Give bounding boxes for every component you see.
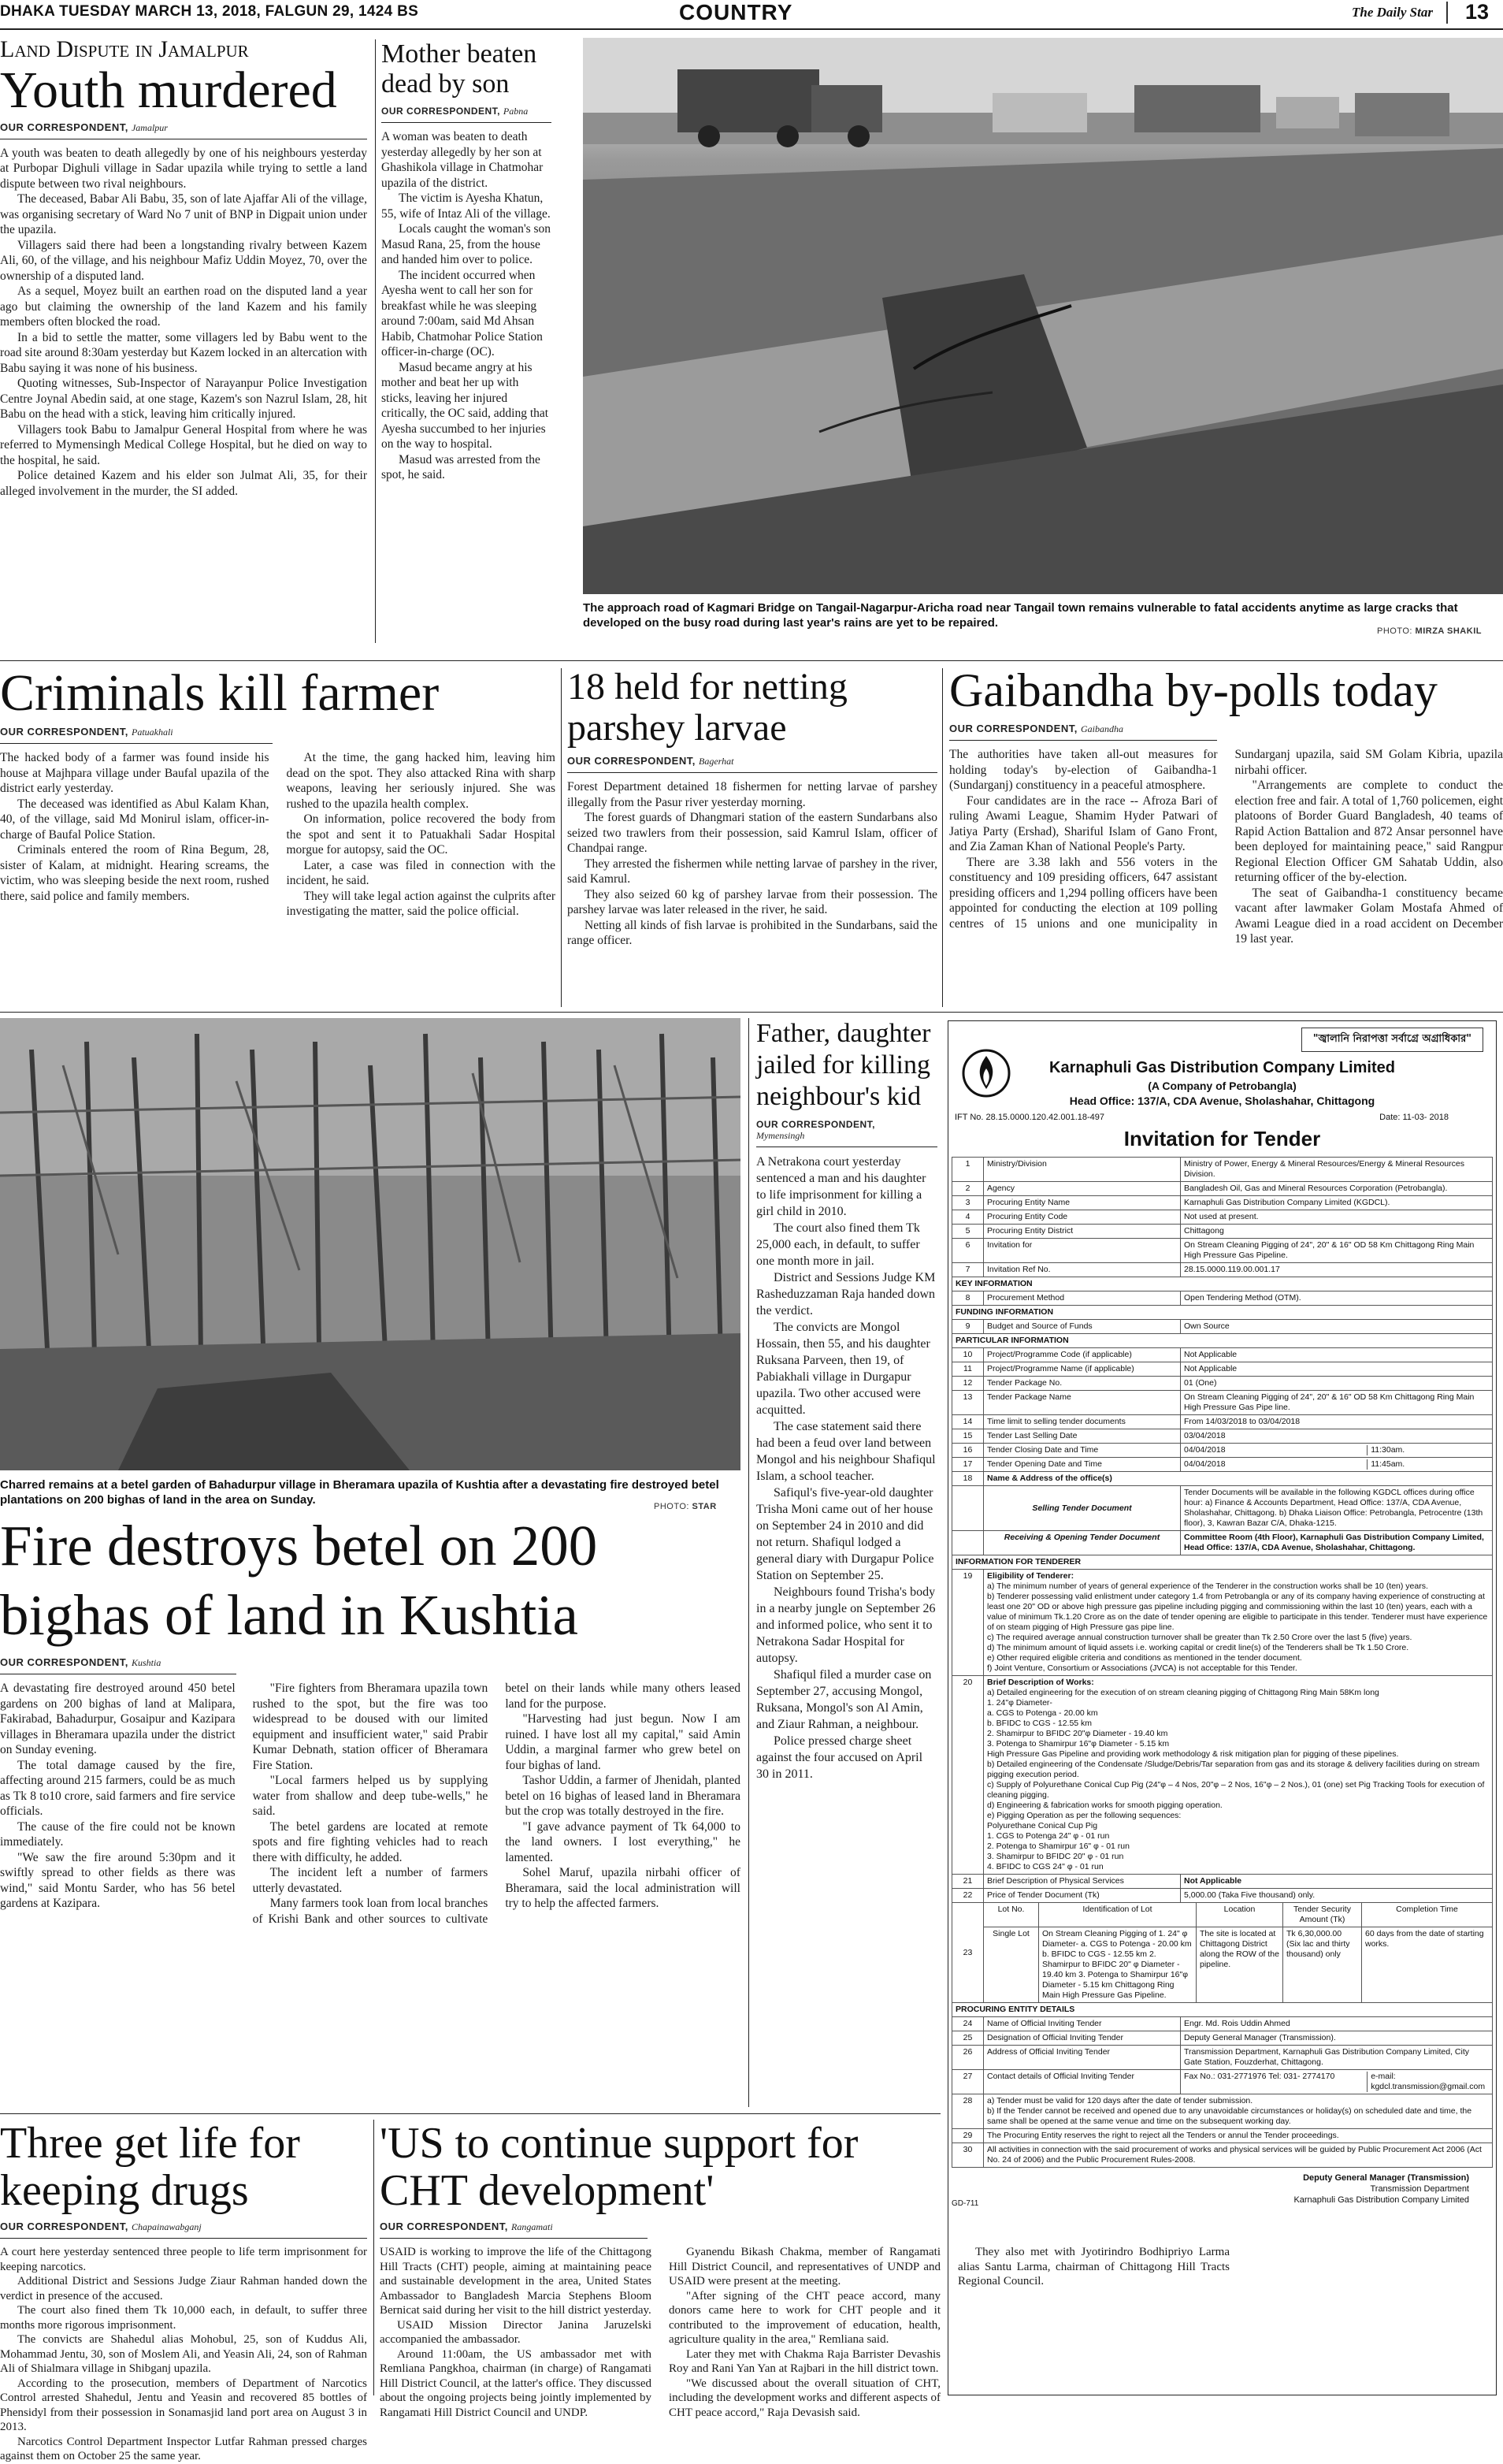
tender-row: 26 Address of Official Inviting Tender Transmission Department, Karnaphuli Gas Distribution Company Limited, City Gate Station, Fouzderhat, Chittagong. — [952, 2046, 1493, 2070]
section-rule — [0, 1012, 1503, 1013]
body: A youth was beaten to death allegedly by one of his neighbours yesterday at Purbopar Dighuli village in Sadar upazila while trying to settle a land dispute between two rival neighbours. The deceased, Babar Ali Babu, 35, son of late Ajaffar Ali of the village, was organising secretary of Ward No 7 unit of BNP in Digpait union under the upazila. Villagers said there had been a longstanding rivalry between Kazem Ali, 60, of the village, and his neighbour Mafiz Uddin Moyez, 70, over the ownership of a disputed land. As a sequel, Moyez built an earthen road on the disputed land a year ago but claiming the ownership of the land Kazem and his family members often blocked the road. In a bid to settle the matter, some villagers led by Babu went to the road site around 8:30am yesterday but Kazem locked in an altercation with Babu saying it was none of his business. Quoting witnesses, Sub-Inspector of Narayanpur Police Investigation Centre Joynal Abedin said, at one stage, Kazem's son Nazrul Islam, 28, hit Babu on the head with a stick, leaving him critically injured. Villagers took Babu to Jamalpur General Hospital from where he was referred to Mymensingh Medical College Hospital, but he died on way to the hospital, he said. Police detained Kazem and his elder son Julmat Ali, 35, for their alleged involvement in the murder, the SI added. — [0, 146, 367, 498]
body: The authorities have taken all-out measures for holding today's by-election of Gaibandha-1 (Sundarganj) constituency in a peaceful atmosphere. Four candidates are in the race -- Afroza Bari of ruling Awami League, Shamim Hyder Patwari of Jatiya Party (Ershad), Shariful Islam of Gano Front, and Zia Zaman Khan of National People's Party. There are 3.38 lakh and 556 voters in the constituency and 109 presiding officers, 647 assistant presiding officers and 1,294 polling officers have been appointed for conducting the election at 109 polling centres of 15 unions and one municipality in Sundarganj upazila, said SM Golam Kibria, upazila nirbahi officer. "Arrangements are complete to conduct the election free and fair. A total of 1,760 policemen, eight platoons of Border Guard Bangladesh, 40 teams of Rapid Action Battalion and 872 Ansar personnel have been deployed for maintaining peace," said Rangpur Regional Election Officer GM Sahatab Uddin, also returning officer of the by-election. The seat of Gaibandha-1 constituency became vacant after lawmaker Golam Mostafa Ahmed of Awami League died in a road accident on December 19 last year. — [949, 748, 1503, 946]
col-divider — [942, 668, 943, 1007]
byline: OUR CORRESPONDENT, Rangamati — [380, 2221, 553, 2232]
section-tenderer: INFORMATION FOR TENDERER — [952, 1555, 1493, 1570]
photo-betel-garden — [0, 1018, 740, 1470]
col-divider — [561, 668, 562, 1007]
paper-name: The Daily Star — [1352, 5, 1433, 20]
article-father-daughter — [756, 1018, 937, 1782]
photo-caption-bridge: The approach road of Kagmari Bridge on Tangail-Nagarpur-Aricha road near Tangail town remains vulnerable to fatal accidents anytime as large cracks that developed on the busy road during last year's rains are yet to be repaired. — [583, 601, 1458, 630]
section-rule — [0, 2113, 941, 2114]
headline: Youth murdered — [0, 61, 337, 119]
company-subtitle: (A Company of Petrobangla) — [1148, 1080, 1297, 1092]
ad-code: GD-711 — [952, 2199, 979, 2208]
tender-row: 11 Project/Programme Name (if applicable) Not Applicable — [952, 1362, 1493, 1377]
headline: Fire destroys betel on 200 bighas of land in Kushtia — [0, 1514, 598, 1647]
tender-title: Invitation for Tender — [1123, 1127, 1321, 1150]
page-separator — [1446, 2, 1448, 24]
photo-bridge-crack — [583, 38, 1503, 594]
byline-rule — [567, 772, 937, 773]
tender-row: 24 Name of Official Inviting Tender Engr. Md. Rois Uddin Ahmed — [952, 2017, 1493, 2031]
tender-row: 9 Budget and Source of Funds Own Source — [952, 1320, 1493, 1334]
byline-rule — [381, 122, 551, 123]
tender-row: 14 Time limit to selling tender documents From 14/03/2018 to 03/04/2018 — [952, 1415, 1493, 1429]
tender-row: 12 Tender Package No. 01 (One) — [952, 1377, 1493, 1391]
byline: OUR CORRESPONDENT, Kushtia — [0, 1656, 161, 1668]
tender-signature: Deputy General Manager (Transmission) Transmission Department Karnaphuli Gas Distribution Company Limited — [1293, 2173, 1469, 2205]
bridge-photo-illustration — [583, 38, 1503, 594]
tender-row: 6 Invitation for On Stream Cleaning Pigging of 24", 20" & 16" OD 58 Km Chittagong Ring Main High Pressure Gas Pipeline. — [952, 1239, 1493, 1263]
receiving-label: Receiving & Opening Tender Document — [984, 1531, 1181, 1555]
lot-table: 23 Lot No. Identification of Lot Location Tender Security Amount (Tk) Completion Time Single Lot On Stream Cleaning Pigging of 1. 24" φ Diameter- a. CGS to Potenga - 20.00 km b. BFIDC to CGS - 12.55 km 2. Shamirpur to BFIDC 20" φ Diameter - 19.40 km 3. Potenga to Shamirpur 16"φ Diameter - 5.15 km Chittagong Ring Main High Pressure Gas Pipeline. The site is located at Chittagong District along the ROW of the pipeline. Tk 6,30,000.00 (Six lac and thirty thousand) only 60 days from the date of starting works. — [952, 1902, 1493, 2003]
ift-number: IFT No. 28.15.0000.120.42.001.18-497 — [955, 1113, 1104, 1122]
byline: OUR CORRESPONDENT, Bagerhat — [567, 755, 734, 767]
col-divider — [373, 2120, 374, 2395]
eligibility: Eligibility of Tenderer: a) The minimum number of years of general experience of the Tenderer in the construction works shall be 10 (ten) years. b) Tenderer possessing valid enlistment under category 1.4 from Petrobangla or any of its company having experience of constructing at least one 20" OD or above high pressure gas pipeline including pigging and commissioning within the last 10 (ten) years, each with a value of minimum Tk.1.20 Crore as on the date of tender opening are eligible to participate in this tender. Tenderer must have experience of on steam pigging of High Pressure gas pipe line. c) The required average annual construction turnover shall be greater than Tk 2.50 Crore over the last 5 (five) years. d) The minimum amount of liquid assets i.e. working capital or credit line(s) of the Tenderers shall be Tk 1.50 Crore. e) Other required eligible criteria and conditions as mentioned in the tender document. f) Joint Venture, Consortium or Associations (JVCA) is not acceptable for this Tender. — [984, 1570, 1493, 1676]
section-rule — [0, 660, 1503, 661]
body: A court here yesterday sentenced three people to life term imprisonment for keeping narcotics. Additional District and Sessions Judge Ziaur Rahman handed down the verdict in presence of the accused. The court also fined them Tk 10,000 each, in default, to suffer three months more rigorous imprisonment. The convicts are Shahedul alias Mohobul, 25, son of Kuddus Ali, Mohammad Jentu, 30, son of Moslem Ali, and Yeasin Ali, 24, son of Rahman Ali of Shialmara village in Shibganj upazila. According to the prosecution, members of Department of Narcotics Control arrested Shahedul, Jentu and Yeasin and recovered 85 bottles of Phensidyl from their possession in Sonamasjid land port area on August 3 in 2013. Narcotics Control Department Inspector Lutfar Rahman pressed charges against them on October 25 the same year. — [0, 2246, 367, 2462]
byline: OUR CORRESPONDENT, Patuakhali — [0, 726, 173, 738]
tender-row: 15 Tender Last Selling Date 03/04/2018 — [952, 1429, 1493, 1444]
byline-rule — [949, 740, 1217, 741]
body: A woman was beaten to death yesterday allegedly by her son at Ghashikola village in Chatmohar upazila of the district. The victim is Ayesha Khatun, 55, wife of Intaz Ali of the village. Locals caught the woman's son Masud Rana, 25, from the house and handed him over to police. The incident occurred when Ayesha went to call her son for breakfast while he was sleeping around 7:00am, said Md Ahsan Habib, Chatmohar Police Station officer-in-charge (OC). Masud became angry at his mother and beat her up with sticks, leaving her injured critically, the OC said, adding that Ayesha succumbed to her injuries on the way to hospital. Masud was arrested from the spot, he said. — [381, 130, 551, 481]
byline: OUR CORRESPONDENT, Mymensingh — [756, 1119, 876, 1141]
headline: Mother beaten dead by son — [381, 39, 537, 98]
brief-description: Brief Description of Works: a) Detailed engineering for the execution of on stream cleaning pigging of Chittagong Ring Main 58Km long 1. 24"φ Diameter- a. CGS to Potenga - 20.00 km b. BFIDC to CGS - 12.55 km 2. Shamirpur to BFIDC 20"φ Diameter - 19.40 km 3. Potenga to Shamirpur 16"φ Diameter - 5.15 km High Pressure Gas Pipeline and providing work methodology & risk mitigation plan for pigging of these pipelines. b) Detailed engineering of the Condensate /Sludge/Debris/Tar separation from gas and its storage & delivery facilities during on stream pigging execution period. c) Supply of Polyurethane Conical Cup Pig (24"φ – 4 Nos, 20"φ – 2 Nos, 16"φ – 2 Nos.), 01 (one) set Pig Tracking Tools for execution of cleaning pigging. d) Engineering & fabrication works for smooth pigging operation. e) Pigging Operation as per the following sequences: Polyurethane Conical Cup Pig 1. CGS to Potenga 24" φ - 01 run 2. Potenga to Shamirpur 16" φ - 01 run 3. Shamirpur to BFIDC 20" φ - 01 run 4. BFIDC to CGS 24" φ - 01 run — [984, 1676, 1493, 1875]
selling-text: Tender Documents will be available in the following KGDCL offices during office hour: a) Finance & Accounts Department, Head Office: 137/A, CDA Avenue, Sholashahar, Chittagong. b) Dhaka Liaison Office: Petrobangla, Petrocentre (13th floor), 3, Kawran Bazar C/A, Dhaka-1215. — [1181, 1486, 1493, 1531]
betel-photo-illustration — [0, 1018, 740, 1470]
body: Forest Department detained 18 fishermen for netting larvae of parshey illegally from the Pasur river yesterday morning. The forest guards of Dhangmari station of the eastern Sundarbans also seized two trawlers from their possession, said Kamrul Islam, officer of Chandpai range. They arrested the fishermen while netting larvae of parshey in the river, said Kamrul. They also seized 60 kg of parshey larvae from their possession. The parshey larvae was later released in the river, he said. Netting all kinds of fish larvae is prohibited in the Sundarbans, said the range officer. — [567, 780, 937, 947]
tender-notice — [948, 1020, 1497, 2395]
masthead — [0, 0, 1503, 27]
dateline: DHAKA TUESDAY MARCH 13, 2018, FALGUN 29, 1424 BS — [0, 3, 419, 20]
section-official: PROCURING ENTITY DETAILS — [952, 2003, 1493, 2017]
section-funding: FUNDING INFORMATION — [952, 1306, 1493, 1320]
tender-row: 13 Tender Package Name On Stream Cleaning Pigging of 24", 20" & 16" OD 58 Km Chittagong Ring Main High Pressure Gas Pipe line. — [952, 1391, 1493, 1415]
tender-row: 25 Designation of Official Inviting Tender Deputy General Manager (Transmission). — [952, 2031, 1493, 2046]
body: A devastating fire destroyed around 450 betel gardens on 200 bighas of land at Malipara, Fakirabad, Bahadurpur, Gosaipur and Kazipara villages in Bheramara upazila under the district on Sunday evening. The total damage caused by the fire, affecting around 215 farmers, could be as much as Tk 8 to10 crore, said farmers and fire service officials. The cause of the fire could not be known immediately. "We saw the fire around 5:30pm and it swiftly spread to other fields as there was wind," said Montu Sarder, who has 56 betel gardens at Kazipara. "Fire fighters from Bheramara upazila town rushed to the spot, but the fire was too widespread to be doused with our limited equipment and insufficient water," said Prabir Kumar Debnath, station officer of Bheramara Fire Station. "Local farmers helped us by supplying water from shallow and deep tube-wells," he said. The betel gardens are located at remote spots and fire fighting vehicles had to reach there with difficulty, he added. The incident left a number of farmers utterly devastated. Many farmers took loan from local branches of Krishi Bank and other sources to cultivate betel on their lands while many others leased land for the purpose. "Harvesting had just begun. Now I am ruined. I have lost all my capital," said Amin Uddin, a marginal farmer who grew betel on four bighas of land. Tashor Uddin, a farmer of Jhenidah, planted betel on 16 bighas of leased land in Bheramara but the crop was totally destroyed in the fire. "I gave advance payment of Tk 64,000 to the land owners. I lost everything," he lamented. Sohel Maruf, upazila nirbahi officer of Bheramara, said the local administration will try to help the affected farmers. — [0, 1682, 740, 1926]
tender-row: 8 Procurement Method Open Tendering Method (OTM). — [952, 1291, 1493, 1306]
tender-slogan: "জ্বালানি নিরাপত্তা সর্বাগ্রে অগ্রাধিকার" — [1301, 1028, 1483, 1052]
headline: Criminals kill farmer — [0, 664, 440, 722]
company-name: Karnaphuli Gas Distribution Company Limited — [1049, 1059, 1395, 1076]
byline-rule — [0, 743, 273, 744]
tender-date: Date: 11-03- 2018 — [1379, 1113, 1449, 1122]
body: A Netrakona court yesterday sentenced a man and his daughter to life imprisonment for killing a girl child in 2010. The court also fined them Tk 25,000 each, in default, to suffer one month more in jail. District and Sessions Judge KM Rasheduzzaman Raja handed down the verdict. The convicts are Mongol Hossain, then 55, and his daughter Ruksana Parveen, then 19, of Pabiakhali village in Durgapur upazila. Two other accused were acquitted. The case statement said there had been a feud over land between Mongol and his neighbour Shafiqul Islam, a school teacher. Safiqul's five-year-old daughter Trisha Moni came out of her house on September 24 in 2010 and did not return. Shafiqul lodged a general diary with Durgapur Police Station on September 25. Neighbours found Trisha's body in a nearby jungle on September 26 and informed police, who sent it to Netrakona Sadar Hospital for autopsy. Shafiqul filed a murder case on September 27, accusing Mongol, Ruksana, Mongol's son Al Amin, and Ziaur Rahman, a neighbour. Police pressed charge sheet against the four accused on April 30 in 2011. — [756, 1155, 936, 1781]
photo-credit-betel: PHOTO: STAR — [654, 1502, 717, 1511]
tender-row: 3 Procuring Entity Name Karnaphuli Gas Distribution Company Limited (KGDCL). — [952, 1196, 1493, 1210]
tender-row: 10 Project/Programme Code (if applicable) Not Applicable — [952, 1348, 1493, 1362]
tender-row: 7 Invitation Ref No. 28.15.0000.119.00.001.17 — [952, 1263, 1493, 1277]
headline: Three get life for keeping drugs — [0, 2119, 300, 2215]
tender-row: 17 Tender Opening Date and Time 04/04/2018 11:45am. — [952, 1458, 1493, 1472]
masthead-rule — [0, 28, 1503, 30]
tender-table: 1 Ministry/Division Ministry of Power, Energy & Mineral Resources/Energy & Mineral Resources Division. 2 Agency Bangladesh Oil, Gas and Mineral Resources Corporation (Petrobangla). 3 Procuring Entity Name Karnaphuli Gas Distribution Company Limited (KGDCL). 4 Procuring Entity Code Not used at present. 5 Procuring Entity District Chittagong 6 Invitation for On Stream Cleaning Pigging of 24", 20" & 16" OD 58 Km Chittagong Ring Main High Pressure Gas Pipeline. 7 Invitation Ref No. 28.15.0000.119.00.001.17 KEY INFORMATION 8 Procurement Method Open Tendering Method (OTM). FUNDING INFORMATION 9 Budget and Source of Funds Own Source PARTICULAR INFORMATION 10 Project/Programme Code (if applicable) Not Applicable 11 Project/Programme Name (if applicable) Not Applicable 12 Tender Package No. 01 (One) 13 Tender Package Name On Stream Cleaning Pigging of 24", 20" & 16" OD 58 Km Chittagong Ring Main High Pressure Gas Pipe line. 14 Time limit to selling tender documents From 14/03/2018 to 03/04/2018 15 Tender Last Selling Date 03/04/2018 16 Tender Closing Date and Time 04/04/2018 11:30am. 17 Tender Opening Date and Time 04/04/2018 11:45am. 18 Name & Address of the office(s) Selling Tender Document Tender Documents will be available in the following KGDCL offices during office hour: a) Finance & Accounts Department, Head Office: 137/A, CDA Avenue, Sholashahar, Chittagong. b) Dhaka Liaison Office: Petrobangla, Petrocentre (13th floor), 3, Kawran Bazar C/A, Dhaka-1215. Receiving & Opening Tender Document Committee Room (4th Floor), Karnaphuli Gas Distribution Company Limited, Head Office: 137/A, CDA Avenue, Sholashahar, Chittagong. INFORMATION FOR TENDERER 19 Eligibility of Tenderer: a) The minimum number of years of general experience of the Tenderer in the construction works shall be 10 (ten) years. b) Tenderer possessing valid enlistment under category 1.4 from Petrobangla or any of its company having experience of constructing at least one 20" OD or above high pressure gas pipeline including pigging and commissioning within the last 10 (ten) years, each with a value of minimum Tk.1.20 Crore as on the date of tender opening are eligible to participate in this tender. Tenderer must have experience of on steam pigging of High Pressure gas pipe line. c) The required average annual construction turnover shall be greater than Tk 2.50 Crore over the last 5 (five) years. d) The minimum amount of liquid assets i.e. working capital or credit line(s) of the Tenderers shall be Tk 1.50 Crore. e) Other required eligible criteria and conditions as mentioned in the tender document. f) Joint Venture, Consortium or Associations (JVCA) is not acceptable for this Tender. 20 Brief Description of Works: a) Detailed engineering for the execution of on stream cleaning pigging of Chittagong Ring Main 58Km long 1. 24"φ Diameter- a. CGS to Potenga - 20.00 km b. BFIDC to CGS - 12.55 km 2. Shamirpur to BFIDC 20"φ Diameter - 19.40 km 3. Potenga to Shamirpur 16"φ Diameter - 5.15 km High Pressure Gas Pipeline and providing work methodology & risk mitigation plan for pigging of these pipelines. b) Detailed engineering of the Condensate /Sludge/Debris/Tar separation from gas and its storage & delivery facilities during on stream pigging execution period. c) Supply of Polyurethane Conical Cup Pig (24"φ – 4 Nos, 20"φ – 2 Nos, 16"φ – 2 Nos.), 01 (one) set Pig Tracking Tools for execution of cleaning pigging. d) Engineering & fabrication works for smooth pigging operation. e) Pigging Operation as per the following sequences: Polyurethane Conical Cup Pig 1. CGS to Potenga 24" φ - 01 run 2. Potenga to Shamirpur 16" φ - 01 run 3. Shamirpur to BFIDC 20" φ - 01 run 4. BFIDC to CGS 24" φ - 01 run 21 Brief Description of Physical Services Not Applicable 22 Price of Tender Document (Tk) 5,000.00 (Taka Five thousand) only. 23 Lot No. Identification of Lot Location Tender Security Amount (Tk) Completion Time Single Lot On Stream Cleaning Pigging of 1. 24" φ Diameter- a. CGS to Potenga - 20.00 km b. BFIDC to CGS - 12.55 km 2. Shamirpur to BFIDC 20" φ Diameter - 19.40 km 3. Potenga to Shamirpur 16"φ Diameter - 5.15 km Chittagong Ring Main High Pressure Gas Pipeline. The site is located at Chittagong District along the ROW of the pipeline. Tk 6,30,000.00 (Six lac and thirty thousand) only 60 days from the date of starting works. PROCURING ENTITY DETAILS 24 Name of Official Inviting Tender Engr. Md. Rois Uddin Ahmed 25 Designation of Official Inviting Tender Deputy General Manager (Transmission). 26 Address of Official Inviting Tender Transmission Department, Karnaphuli Gas Distribution Company Limited, City Gate Station, Fouzderhat, Chittagong. 27 Contact details of Official Inviting Tender Fax No.: 031-2771976 Tel: 031- 2774170 e-mail: kgdcl.transmission@gmail.com 28 a) Tender must be valid for 120 days after the date of tender submission. b) If the Tender cannot be received and opened due to any unavoidable circumstances or holiday(s) on scheduled date and time, the same shall be opened at the same venue and time on the subsequent working day. 29 The Procuring Entity reserves the right to reject all the Tenders or annul the Tender proceedings. 30 All activities in connection with the said procurement of works and physical services will be guided by Public Procurement Act 2006 (Act No. 24 of 2006) and the Public Procurement Rules-2008. Deputy General Manager (Transmission) Transmission Department Karnaphuli Gas Distribution Company Limited GD-711 — [952, 1157, 1493, 2208]
article-fire-betel — [0, 1511, 740, 1993]
company-office: Head Office: 137/A, CDA Avenue, Sholashahar, Chittagong — [1069, 1094, 1375, 1107]
article-youth-murdered — [0, 38, 367, 499]
body: USAID is working to improve the life of the Chittagong Hill Tracts (CHT) people, aiming at maintaining peace and sustainable development in the area, United States Ambassador to Bangladesh Marcia Stephens Bloom Bernicat said during her visit to the hill district yesterday. USAID Mission Director Janina Jaruzelski accompanied the ambassador. Around 11:00am, the US ambassador met with Remliana Pangkhoa, chairman (in charge) of Rangamati Hill District Council, at the latter's office. They discussed about the ongoing projects being jointly implemented by Rangamati Hill District Council and UNDP. Gyanendu Bikash Chakma, member of Rangamati Hill District Council, and representatives of UNDP and USAID were present at the meeting. "After signing of the CHT peace accord, many donors came here to work for CHT people and it contributed to the improvement of education, health, agriculture quality in the area," Remliana said. Later they met with Chakma Raja Barrister Devashis Roy and Rani Yan Yan at Rajbari in the hill district town. "We discussed about the overall situation of CHT, including the development works and different aspects of CHT peace accord," Raja Devasish said. They also met with Jyotirindro Bodhipriyo Larma alias Santu Larma, chairman of Chittagong Hill Tracts Regional Council. — [380, 2246, 1230, 2419]
tender-row: 4 Procuring Entity Code Not used at present. — [952, 1210, 1493, 1225]
byline: OUR CORRESPONDENT, Chapainawabganj — [0, 2221, 202, 2232]
byline: OUR CORRESPONDENT, Jamalpur — [0, 121, 168, 133]
section-label: COUNTRY — [679, 0, 793, 24]
article-mother-beaten — [381, 39, 551, 483]
kicker: Land Dispute in Jamalpur — [0, 36, 249, 62]
page-number: 13 — [1465, 0, 1490, 24]
byline-rule — [380, 2238, 648, 2239]
photo-credit-bridge: PHOTO: MIRZA SHAKIL — [1377, 626, 1482, 636]
body: The hacked body of a farmer was found inside his house at Majhpara village under Baufal upazila of the district early yesterday. The deceased was identified as Abul Kalam Khan, 40, of the village, said Md Monirul islam, officer-in-charge of Baufal Police Station. Criminals entered the room of Rina Begum, 28, sister of Kalam, at midnight. Hearing screams, the victim, who was sleeping beside the next room, rushed there, said police and family members. At the time, the gang hacked him, leaving him dead on the spot. They also attacked Rina with sharp weapons, leaving her seriously injured. She was rushed to the upazila health complex. On information, police recovered the body from the spot and sent it to Patuakhali Sadar Hospital morgue for autopsy, said the OC. Later, a case was filed in connection with the incident, he said. They will take legal action against the culprits after investigating the matter, said the police official. — [0, 751, 555, 919]
tender-row: 27 Contact details of Official Inviting Tender Fax No.: 031-2771976 Tel: 031- 2774170 e-mail: kgdcl.transmission@gmail.com — [952, 2070, 1493, 2094]
photo-caption-betel: Charred remains at a betel garden of Bahadurpur village in Bheramara upazila of Kushtia after a devastating fire destroyed betel plantations on 200 bighas of land in the area on Sunday. — [0, 1478, 719, 1507]
col-divider — [375, 39, 376, 643]
tender-row: 1 Ministry/Division Ministry of Power, Energy & Mineral Resources/Energy & Mineral Resources Division. — [952, 1158, 1493, 1182]
section-key: KEY INFORMATION — [952, 1277, 1493, 1291]
headline: 'US to continue support for CHT development' — [380, 2119, 859, 2215]
tender-row: 5 Procuring Entity District Chittagong — [952, 1225, 1493, 1239]
tender-row: 16 Tender Closing Date and Time 04/04/2018 11:30am. — [952, 1444, 1493, 1458]
byline: OUR CORRESPONDENT, Gaibandha — [949, 723, 1123, 735]
headline: Gaibandha by-polls today — [949, 664, 1438, 716]
col-divider — [748, 1018, 749, 2107]
article-parshey-larvae — [567, 667, 937, 949]
article-three-get-life — [0, 2120, 367, 2464]
byline: OUR CORRESPONDENT, Pabna — [381, 106, 529, 117]
selling-label: Selling Tender Document — [984, 1486, 1181, 1531]
byline-rule — [0, 2238, 367, 2239]
section-particular: PARTICULAR INFORMATION — [952, 1334, 1493, 1348]
article-criminals-kill-farmer — [0, 664, 555, 1004]
headline: Father, daughter jailed for killing neighbour's kid — [756, 1019, 931, 1111]
receiving-text: Committee Room (4th Floor), Karnaphuli Gas Distribution Company Limited, Head Office: 137/A, CDA Avenue, Sholashahar, Chittagong. — [1181, 1531, 1493, 1555]
article-gaibandha-bypolls — [949, 664, 1503, 983]
headline: 18 held for netting parshey larvae — [567, 666, 848, 749]
tender-row: 2 Agency Bangladesh Oil, Gas and Mineral Resources Corporation (Petrobangla). — [952, 1182, 1493, 1196]
